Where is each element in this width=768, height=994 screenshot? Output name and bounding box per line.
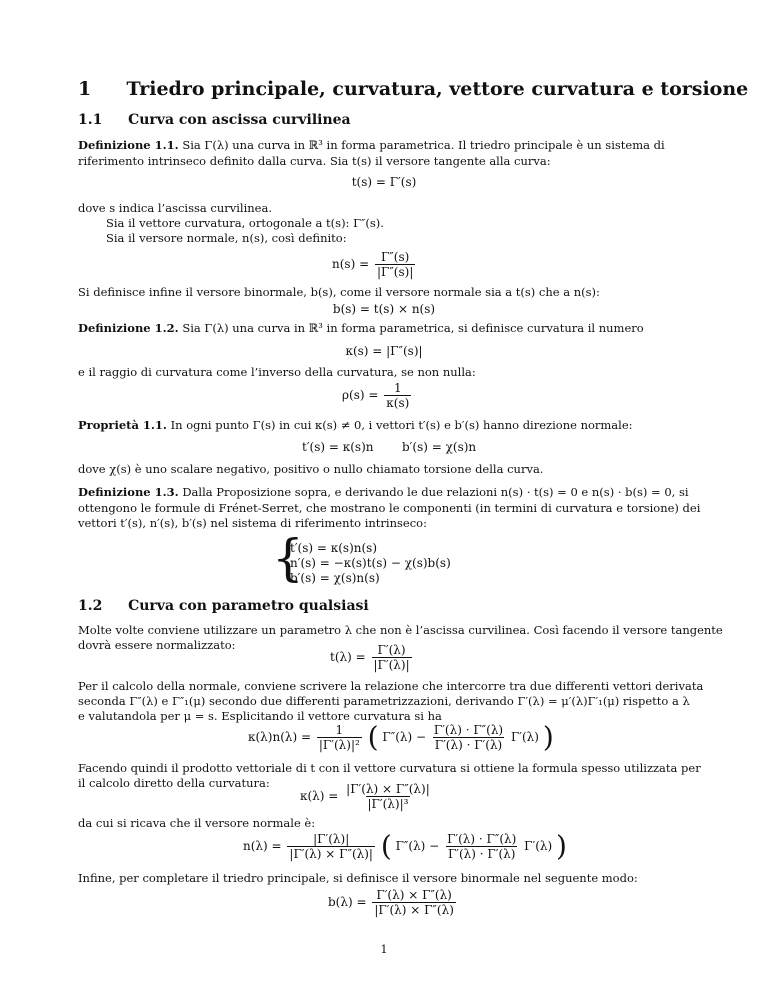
fraction [372,643,412,672]
paragraph-text: Facendo quindi il prodotto vettoriale di t con il vettore curvatura si ottiene la formula spesso utilizzata per [78,761,701,775]
numerator: 1 [393,381,402,395]
definition-label: Definizione 1.3. [78,485,179,499]
fraction [287,832,375,861]
equation-curvature-lambda [300,782,434,811]
fraction [344,782,432,811]
system-brace: { [272,529,304,587]
paragraph-text: Per il calcolo della normale, conviene scrivere la relazione che intercorre tra due differenti vettori derivata [78,679,704,693]
subsection-number: 1.2 [78,598,103,614]
definition-label: Definizione 1.2. [78,321,179,335]
equation-binormal: b(s) = t(s) × n(s) [332,302,436,316]
numerator: Γ′(λ) · Γ″(λ) [433,723,504,737]
subsection-title: Curva con ascissa curvilinea [128,112,351,128]
equation-term: Γ′(λ) [510,730,539,744]
numerator: |Γ′(λ) × Γ″(λ)| [346,782,430,796]
paragraph-text: vettori t′(s), n′(s), b′(s) nel sistema di riferimento intrinseco: [78,516,427,530]
equation-curvature-vector [248,720,554,754]
denominator: |Γ″(s)| [376,265,414,279]
paragraph-text: Sia Γ(λ) una curva in ℝ³ in forma parametrica. Il triedro principale è un sistema di [182,138,665,152]
equation-lhs: ρ(s) = [342,388,379,402]
denominator: |Γ′(λ)| [373,658,410,672]
paragraph-text: Sia il vettore curvatura, ortogonale a t(s): Γ″(s). [106,216,384,230]
paragraph-text: Sia Γ(λ) una curva in ℝ³ in forma parametrica, si definisce curvatura il numero [182,321,644,335]
paragraph-text: e il raggio di curvatura come l’inverso della curvatura, se non nulla: [78,365,476,379]
left-paren: ( [380,829,392,863]
denominator: κ(s) [386,396,410,410]
equation-tangent: t(s) = Γ′(s) [351,175,417,189]
subsection-heading-2 [78,598,369,614]
equation-binormal-lambda [328,888,458,917]
definition-1-3-line1 [78,484,689,501]
definition-label: Definizione 1.1. [78,138,179,152]
section-title: Triedro principale, curvatura, vettore curvatura e torsione [126,78,749,100]
fraction [432,723,505,752]
paragraph-text: dove χ(s) è uno scalare negativo, positivo o nullo chiamato torsione della curva. [78,462,544,476]
section-heading [78,78,748,100]
paragraph-text: dovrà essere normalizzato: [78,638,236,652]
numerator: Γ′(λ) [377,643,406,657]
equation-radius [342,381,413,410]
definition-1-2-line1 [78,320,644,337]
equation-tangent-lambda [330,643,414,672]
equation-normal-lambda [243,829,567,863]
numerator: Γ′(λ) × Γ″(λ) [376,888,452,902]
denominator: |Γ′(λ)|² [318,738,360,752]
paragraph-text: Dalla Proposizione sopra, e derivando le due relazioni n(s) · t(s) = 0 e n(s) · b(s) = 0, si [182,485,689,499]
paragraph-text: Infine, per completare il triedro principale, si definisce il versore binormale nel seguente modo: [78,871,638,885]
paragraph-text: In ogni punto Γ(s) in cui κ(s) ≠ 0, i vettori t′(s) e b′(s) hanno direzione normale: [170,418,633,432]
paragraph-text: Molte volte conviene utilizzare un parametro λ che non è l’ascissa curvilinea. Così facendo il versore tangente [78,623,723,637]
frenet-eq-1: t′(s) = κ(s)n(s) [290,541,378,555]
paragraph-text: Sia il versore normale, n(s), così definito: [106,231,347,245]
equation-b-prime: b′(s) = χ(s)n [402,440,477,454]
fraction [375,250,415,279]
paragraph-text: e valutandola per μ = s. Esplicitando il vettore curvatura si ha [78,709,442,723]
right-paren: ) [556,829,567,863]
equation-normal [332,250,417,279]
denominator: |Γ′(λ)|³ [367,797,409,811]
equation-curvature: κ(s) = |Γ″(s)| [345,344,423,358]
fraction [445,832,518,861]
equation-t-prime: t′(s) = κ(s)n [302,440,374,454]
equation-lhs: κ(λ) = [300,789,339,803]
denominator: |Γ′(λ) × Γ″(λ) [374,903,454,917]
definition-1-1-line1 [78,137,665,154]
equation-lhs: t(λ) = [330,650,366,664]
fraction [372,888,456,917]
equation-lhs: κ(λ)n(λ) = [248,730,312,744]
numerator: |Γ′(λ)| [313,832,350,846]
property-1-1-line1 [78,417,633,434]
paragraph-text: da cui si ricava che il versore normale è: [78,816,316,830]
subsection-heading-1 [78,112,351,128]
right-paren: ) [542,720,554,754]
equation-lhs: n(λ) = [243,839,282,853]
paragraph-text: dove s indica l’ascissa curvilinea. [78,201,273,215]
denominator: Γ′(λ) · Γ′(λ) [447,847,516,861]
paragraph-text: il calcolo diretto della curvatura: [78,776,270,790]
page-number: 1 [380,943,388,956]
equation-lhs: b(λ) = [328,895,367,909]
section-number: 1 [78,78,92,100]
numerator: Γ″(s) [380,250,410,264]
numerator: 1 [335,723,344,737]
denominator: |Γ′(λ) × Γ″(λ)| [289,847,373,861]
frenet-eq-3: b′(s) = χ(s)n(s) [290,571,380,585]
paragraph-text: ottengono le formule di Frénet-Serret, che mostrano le componenti (in termini di curvatura e torsione) dei [78,501,701,515]
definition-1-1-line2: riferimento intrinseco definito dalla curva. Sia t(s) il versore tangente alla curva: [78,154,551,168]
property-label: Proprietà 1.1. [78,418,167,432]
equation-term: Γ″(λ) − [382,730,427,744]
numerator: Γ′(λ) · Γ″(λ) [447,832,517,846]
paragraph-text: Si definisce infine il versore binormale, b(s), come il versore normale sia a t(s) che a n(s): [78,285,600,299]
subsection-number: 1.1 [78,112,103,128]
equation-term: Γ′(λ) [524,839,553,853]
fraction [384,381,411,410]
subsection-title: Curva con parametro qualsiasi [128,598,369,614]
equation-term: Γ″(λ) − [395,839,440,853]
fraction [317,723,362,752]
frenet-eq-2: n′(s) = −κ(s)t(s) − χ(s)b(s) [290,556,451,570]
left-paren: ( [367,720,379,754]
equation-lhs: n(s) = [332,257,370,271]
paragraph-text: seconda Γ″(λ) e Γ″₁(μ) secondo due differenti parametrizzazioni, derivando Γ′(λ) = μ′(λ)Γ′₁(μ) rispetto a λ [78,694,690,708]
denominator: Γ′(λ) · Γ′(λ) [434,738,503,752]
